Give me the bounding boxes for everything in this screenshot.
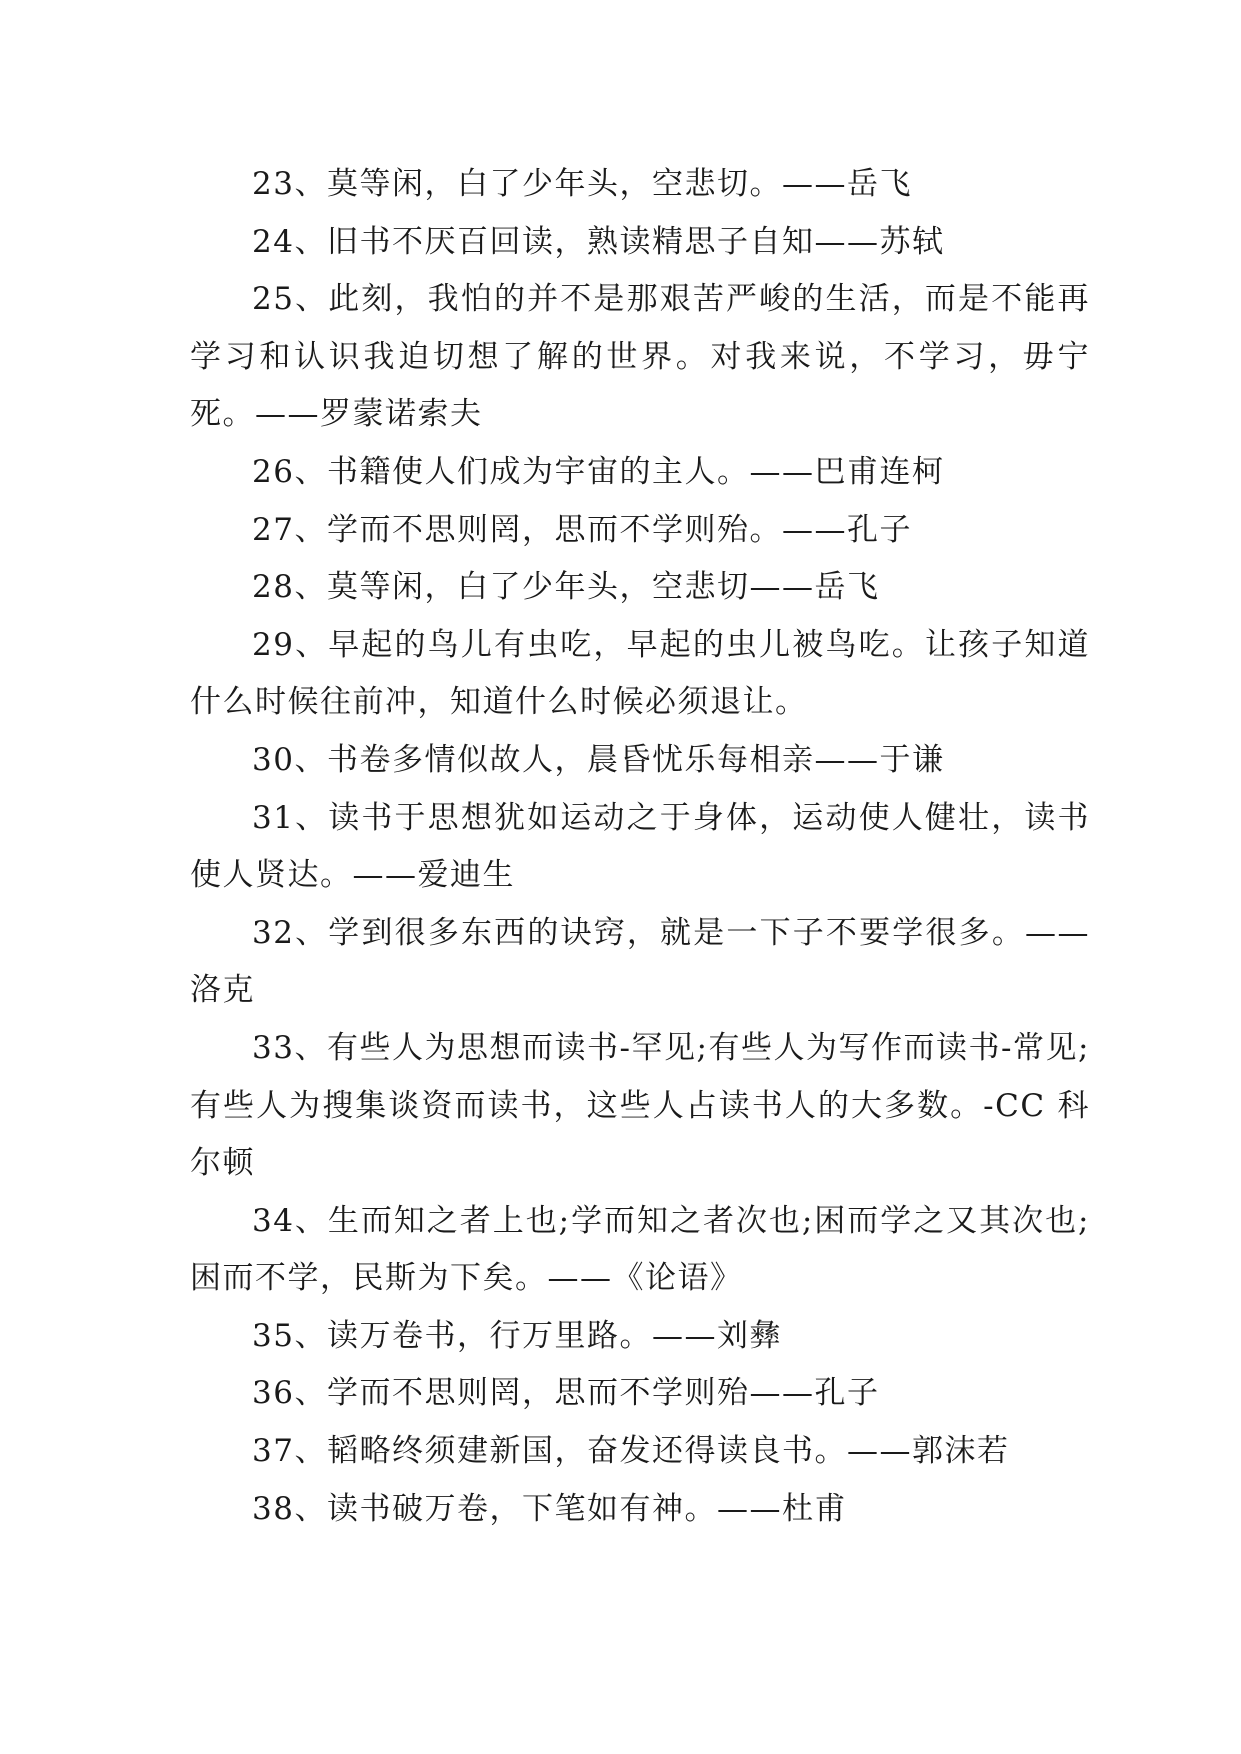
quote-29: 29、早起的鸟儿有虫吃，早起的虫儿被鸟吃。让孩子知道什么时候往前冲，知道什么时候必须退让。 — [190, 626, 1090, 721]
quote-37: 37、韬略终须建新国，奋发还得读良书。——郭沫若 — [252, 1433, 1010, 1470]
quote-32: 32、学到很多东西的诀窍，就是一下子不要学很多。——洛克 — [190, 914, 1090, 1009]
quote-35: 35、读万卷书，行万里路。——刘彝 — [252, 1317, 782, 1354]
quote-23: 23、莫等闲，白了少年头，空悲切。——岳飞 — [252, 166, 912, 202]
quote-28: 28、莫等闲，白了少年头，空悲切——岳飞 — [252, 569, 880, 606]
document-body — [190, 156, 1090, 1538]
quote-34: 34、生而知之者上也;学而知之者次也;困而学之又其次也;困而不学，民斯为下矣。——《论语》 — [190, 1202, 1090, 1297]
quote-30: 30、书卷多情似故人，晨昏忧乐每相亲——于谦 — [252, 741, 945, 778]
quote-26: 26、书籍使人们成为宇宙的主人。——巴甫连柯 — [252, 453, 945, 490]
quote-31: 31、读书于思想犹如运动之于身体，运动使人健壮，读书使人贤达。——爱迪生 — [190, 799, 1090, 894]
quote-27: 27、学而不思则罔，思而不学则殆。——孔子 — [252, 511, 912, 548]
quote-38: 38、读书破万卷，下笔如有神。——杜甫 — [252, 1490, 847, 1527]
quote-33: 33、有些人为思想而读书-罕见;有些人为写作而读书-常见;有些人为搜集谈资而读书，这些人占读书人的大多数。-CC 科尔顿 — [190, 1029, 1090, 1182]
quote-36: 36、学而不思则罔，思而不学则殆——孔子 — [252, 1375, 880, 1412]
quote-24: 24、旧书不厌百回读，熟读精思子自知——苏轼 — [252, 223, 945, 260]
quote-25: 25、此刻，我怕的并不是那艰苦严峻的生活，而是不能再学习和认识我迫切想了解的世界。对我来说，不学习，毋宁死。——罗蒙诺索夫 — [190, 281, 1090, 433]
